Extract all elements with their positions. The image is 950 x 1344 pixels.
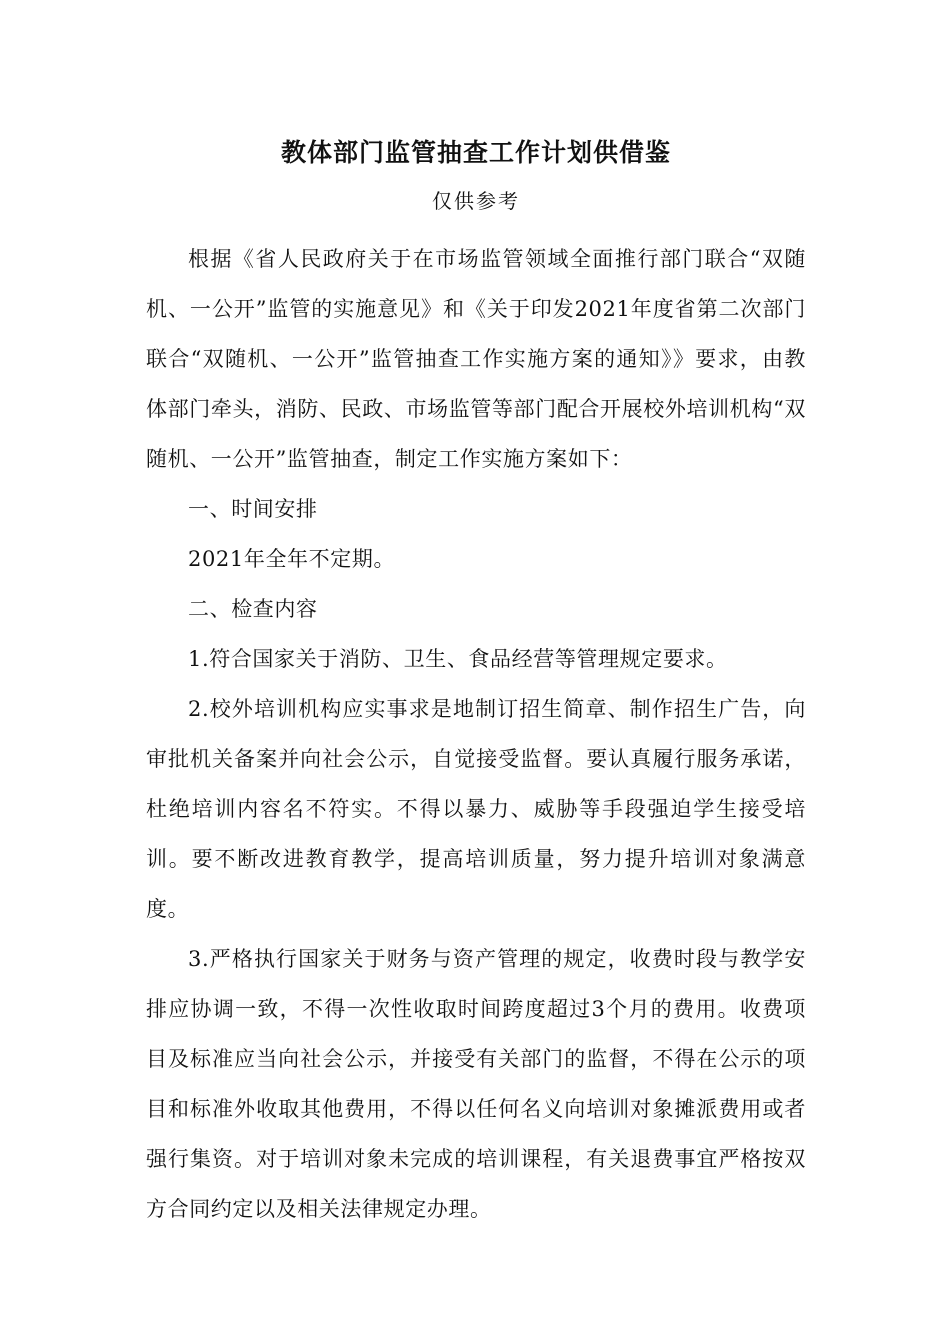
- document-title: 教体部门监管抽查工作计划供借鉴: [280, 138, 671, 167]
- section-heading-schedule: 一、时间安排: [188, 497, 318, 521]
- paragraph-item-1: 1.符合国家关于消防、卫生、食品经营等管理规定要求。: [188, 647, 728, 671]
- paragraph-schedule: 2021年全年不定期。: [188, 547, 396, 571]
- paragraph-item-2: 2.校外培训机构应实事求是地制订招生简章、制作招生广告，向审批机关备案并向社会公示，自觉接受监督。要认真履行服务承诺，杜绝培训内容名不符实。不得以暴力、威胁等手段强迫学生接受培训。要不断改进教育教学，提高培训质量，努力提升培训对象满意度。: [146, 697, 806, 921]
- paragraph-basis: 根据《省人民政府关于在市场监管领域全面推行部门联合“双随机、一公开”监管的实施意见》和《关于印发2021年度省第二次部门联合“双随机、一公开”监管抽查工作实施方案的通知》》要求，由教体部门牵头，消防、民政、市场监管等部门配合开展校外培训机构“双随机、一公开”监管抽查，制定工作实施方案如下：: [146, 247, 806, 471]
- document-body: [146, 234, 806, 1234]
- paragraph-item-3: 3.严格执行国家关于财务与资产管理的规定，收费时段与教学安排应协调一致，不得一次性收取时间跨度超过3个月的费用。收费项目及标准应当向社会公示，并接受有关部门的监督，不得在公示的项目和标准外收取其他费用，不得以任何名义向培训对象摊派费用或者强行集资。对于培训对象未完成的培训课程，有关退费事宜严格按双方合同约定以及相关法律规定办理。: [146, 947, 806, 1221]
- document-subtitle: 仅供参考: [432, 189, 520, 213]
- section-heading-content: 二、检查内容: [188, 597, 318, 621]
